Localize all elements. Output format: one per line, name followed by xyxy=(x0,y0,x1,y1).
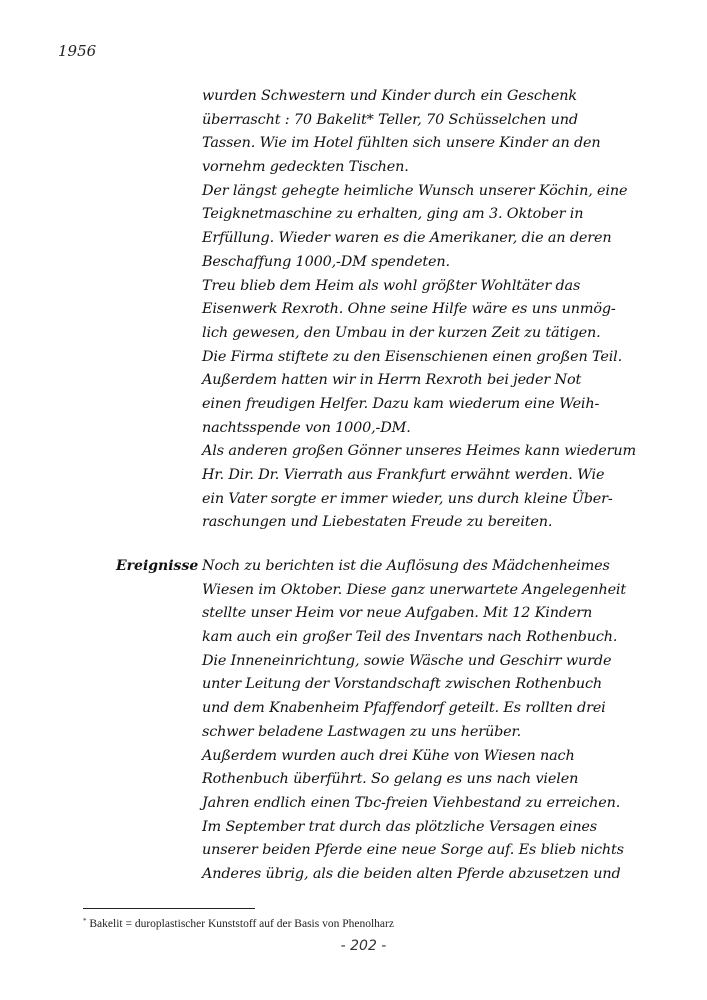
text-line: raschungen und Liebestaten Freude zu bereiten. xyxy=(202,514,553,531)
footnote-text: Bakelit = duroplastischer Kunststoff auf der Basis von Phenolharz xyxy=(89,918,394,930)
text-line: vornehm gedeckten Tischen. xyxy=(202,159,409,176)
page-number: - 202 - xyxy=(340,938,387,954)
body-text-section-2 xyxy=(202,555,642,887)
text-line: und dem Knabenheim Pfaffendorf geteilt. Es rollten drei xyxy=(202,700,606,717)
text-line: Erfüllung. Wieder waren es die Amerikaner, die an deren xyxy=(202,230,612,247)
text-line: Jahren endlich einen Tbc-freien Viehbestand zu erreichen. xyxy=(202,794,621,811)
text-line: Wiesen im Oktober. Diese ganz unerwartete Angelegenheit xyxy=(202,581,627,598)
footnote-divider xyxy=(83,908,255,909)
text-line: Tassen. Wie im Hotel fühlten sich unsere Kinder an den xyxy=(202,135,601,152)
text-line: wurden Schwestern und Kinder durch ein Geschenk xyxy=(202,88,577,104)
footnote-marker: * xyxy=(83,917,87,925)
text-line: Anderes übrig, als die beiden alten Pferde abzusetzen und xyxy=(202,865,621,882)
text-line: Als anderen großen Gönner unseres Heimes kann wiederum xyxy=(202,443,637,460)
text-line: nachtsspende von 1000,-DM. xyxy=(202,419,411,436)
text-line: Teigknetmaschine zu erhalten, ging am 3. Oktober in xyxy=(202,206,584,223)
text-line: Der längst gehegte heimliche Wunsch unserer Köchin, eine xyxy=(202,182,628,199)
text-line: Rothenbuch überführt. So gelang es uns nach vielen xyxy=(202,771,579,788)
text-line: ein Vater sorgte er immer wieder, uns durch kleine Über- xyxy=(202,490,613,507)
text-line: Die Firma stiftete zu den Eisenschienen einen großen Teil. xyxy=(202,348,623,365)
text-line: überrascht : 70 Bakelit* Teller, 70 Schüsselchen und xyxy=(202,111,578,128)
text-line: kam auch ein großer Teil des Inventars nach Rothenbuch. xyxy=(202,629,618,646)
text-line: unserer beiden Pferde eine neue Sorge auf. Es blieb nichts xyxy=(202,842,624,859)
text-line: Noch zu berichten ist die Auflösung des Mädchenheimes xyxy=(202,558,610,574)
text-line: einen freudigen Helfer. Dazu kam wiederum eine Weih- xyxy=(202,395,600,412)
margin-heading-ereignisse: Ereignisse xyxy=(116,558,199,574)
text-line: Treu blieb dem Heim als wohl größter Wohltäter das xyxy=(202,277,581,294)
text-line: Außerdem wurden auch drei Kühe von Wiesen nach xyxy=(202,747,575,764)
text-line: Beschaffung 1000,-DM spendeten. xyxy=(202,253,450,270)
text-line: Die Inneneinrichtung, sowie Wäsche und Geschirr wurde xyxy=(202,652,612,669)
text-line: schwer beladene Lastwagen zu uns herüber. xyxy=(202,723,522,740)
text-line: Im September trat durch das plötzliche Versagen eines xyxy=(202,818,598,835)
footnote xyxy=(83,917,394,930)
text-line: lich gewesen, den Umbau in der kurzen Zeit zu tätigen. xyxy=(202,324,601,341)
text-line: Außerdem hatten wir in Herrn Rexroth bei jeder Not xyxy=(202,372,582,389)
text-line: unter Leitung der Vorstandschaft zwischen Rothenbuch xyxy=(202,676,602,693)
body-text-section-1 xyxy=(202,85,642,535)
text-line: Hr. Dir. Dr. Vierrath aus Frankfurt erwähnt werden. Wie xyxy=(202,467,605,483)
text-line: Eisenwerk Rexroth. Ohne seine Hilfe wäre es uns unmög- xyxy=(202,301,616,318)
page-year-header: 1956 xyxy=(58,42,97,60)
text-line: stellte unser Heim vor neue Aufgaben. Mit 12 Kindern xyxy=(202,605,593,622)
